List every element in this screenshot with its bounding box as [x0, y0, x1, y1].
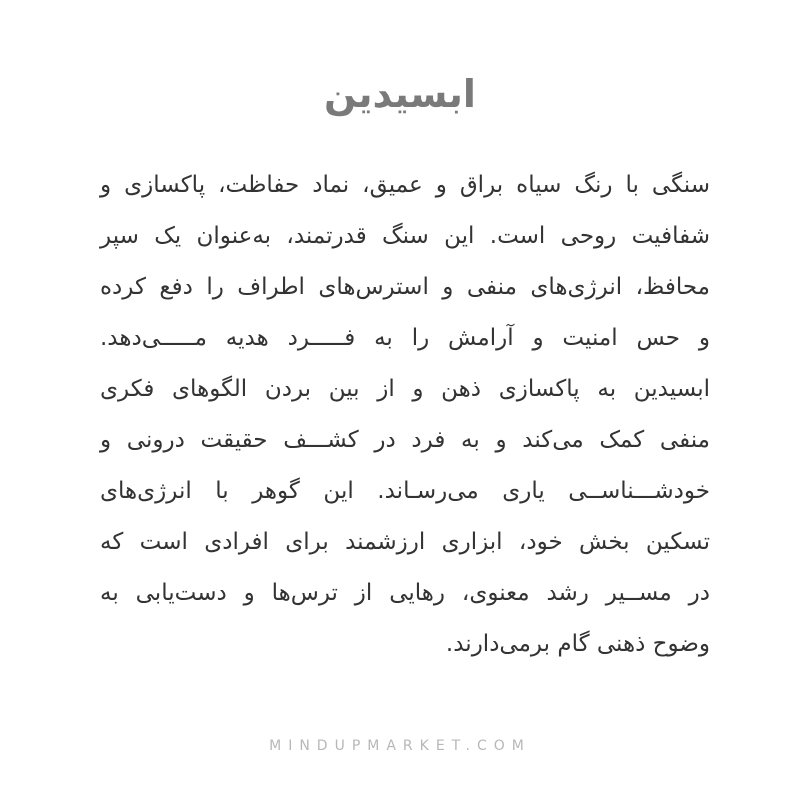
description-paragraph: [100, 160, 710, 670]
paragraph-line: تسکین بخش خود، ابزاری ارزشمند برای افرادی است که: [100, 529, 710, 555]
paragraph-line: و حس امنیت و آرامش را به فـــــرد هدیه مـــــی‌دهد.: [100, 325, 710, 351]
page-title: ابسیدین: [324, 72, 476, 116]
paragraph-line: در مســیر رشد معنوی، رهایی از ترس‌ها و دست‌یابی به: [100, 580, 710, 606]
paragraph-line: شفافیت روحی است. این سنگ قدرتمند، به‌عنوان یک سپر: [100, 223, 710, 249]
paragraph-line: منفی کمک می‌کند و به فرد در کشـــف حقیقت درونی و: [100, 427, 710, 453]
paragraph-line: سنگی با رنگ سیاه براق و عمیق، نماد حفاظت، پاکسازی و: [100, 172, 710, 198]
paragraph-line: محافظ، انرژی‌های منفی و استرس‌های اطراف را دفع کرده: [100, 274, 710, 300]
paragraph-line: ابسیدین به پاکسازی ذهن و از بین بردن الگوهای فکری: [100, 376, 710, 402]
website-footer: MINDUPMARKET.COM: [269, 738, 531, 754]
paragraph-line: وضوح ذهنی گام برمی‌دارند.: [445, 631, 710, 657]
paragraph-line: خودشـــناســی یاری می‌رسـاند. این گوهر با انرژی‌های: [100, 478, 710, 504]
